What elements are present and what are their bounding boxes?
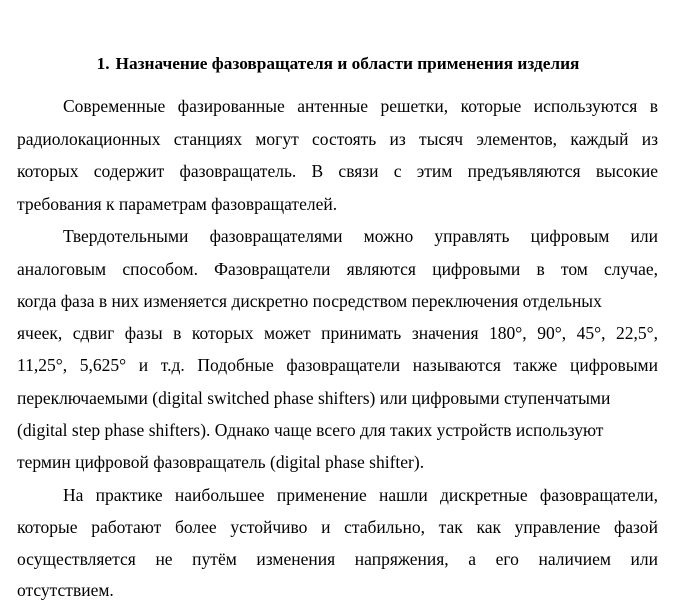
- paragraph-3-line-3: осуществляется не путём изменения напряжения, а его наличием или: [17, 549, 658, 569]
- paragraph-2-line-2: аналоговым способом. Фазовращатели являются цифровыми в том случае,: [17, 259, 658, 279]
- paragraph-1-line-1: Современные фазированные антенные решетки, которые используются в: [63, 96, 658, 116]
- section-number: 1.: [96, 54, 110, 73]
- paragraph-3-line-1: На практике наибольшее применение нашли дискретные фазовращатели,: [63, 485, 658, 505]
- paragraph-2-line-5: 11,25°, 5,625° и т.д. Подобные фазовращатели называются также цифровыми: [17, 355, 658, 375]
- paragraph-1-line-4: требования к параметрам фазовращателей.: [17, 194, 338, 214]
- paragraph-1-line-3: которых содержит фазовращатель. В связи с этим предъявляются высокие: [17, 161, 658, 181]
- paragraph-2-line-7: (digital step phase shifters). Однако чаще всего для таких устройств используют: [17, 420, 604, 440]
- paragraph-2-line-1: Твердотельными фазовращателями можно управлять цифровым или: [63, 226, 658, 246]
- paragraph-2-line-6: переключаемыми (digital switched phase shifters) или цифровыми ступенчатыми: [17, 388, 611, 408]
- section-heading: [0, 52, 676, 76]
- paragraph-2-line-4: ячеек, сдвиг фазы в которых может принимать значения 180°, 90°, 45°, 22,5°,: [17, 323, 658, 343]
- paragraph-3-line-2: которые работают более устойчиво и стабильно, так как управление фазой: [17, 517, 658, 537]
- paragraph-2-line-8: термин цифровой фазовращатель (digital phase shifter).: [17, 452, 425, 472]
- section-title: Назначение фазовращателя и области применения изделия: [115, 54, 580, 73]
- paragraph-3-line-4: отсутствием.: [17, 580, 114, 600]
- paragraph-2-line-3: когда фаза в них изменяется дискретно посредством переключения отдельных: [17, 291, 602, 311]
- paragraph-1-line-2: радиолокационных станциях могут состоять из тысяч элементов, каждый из: [17, 129, 658, 149]
